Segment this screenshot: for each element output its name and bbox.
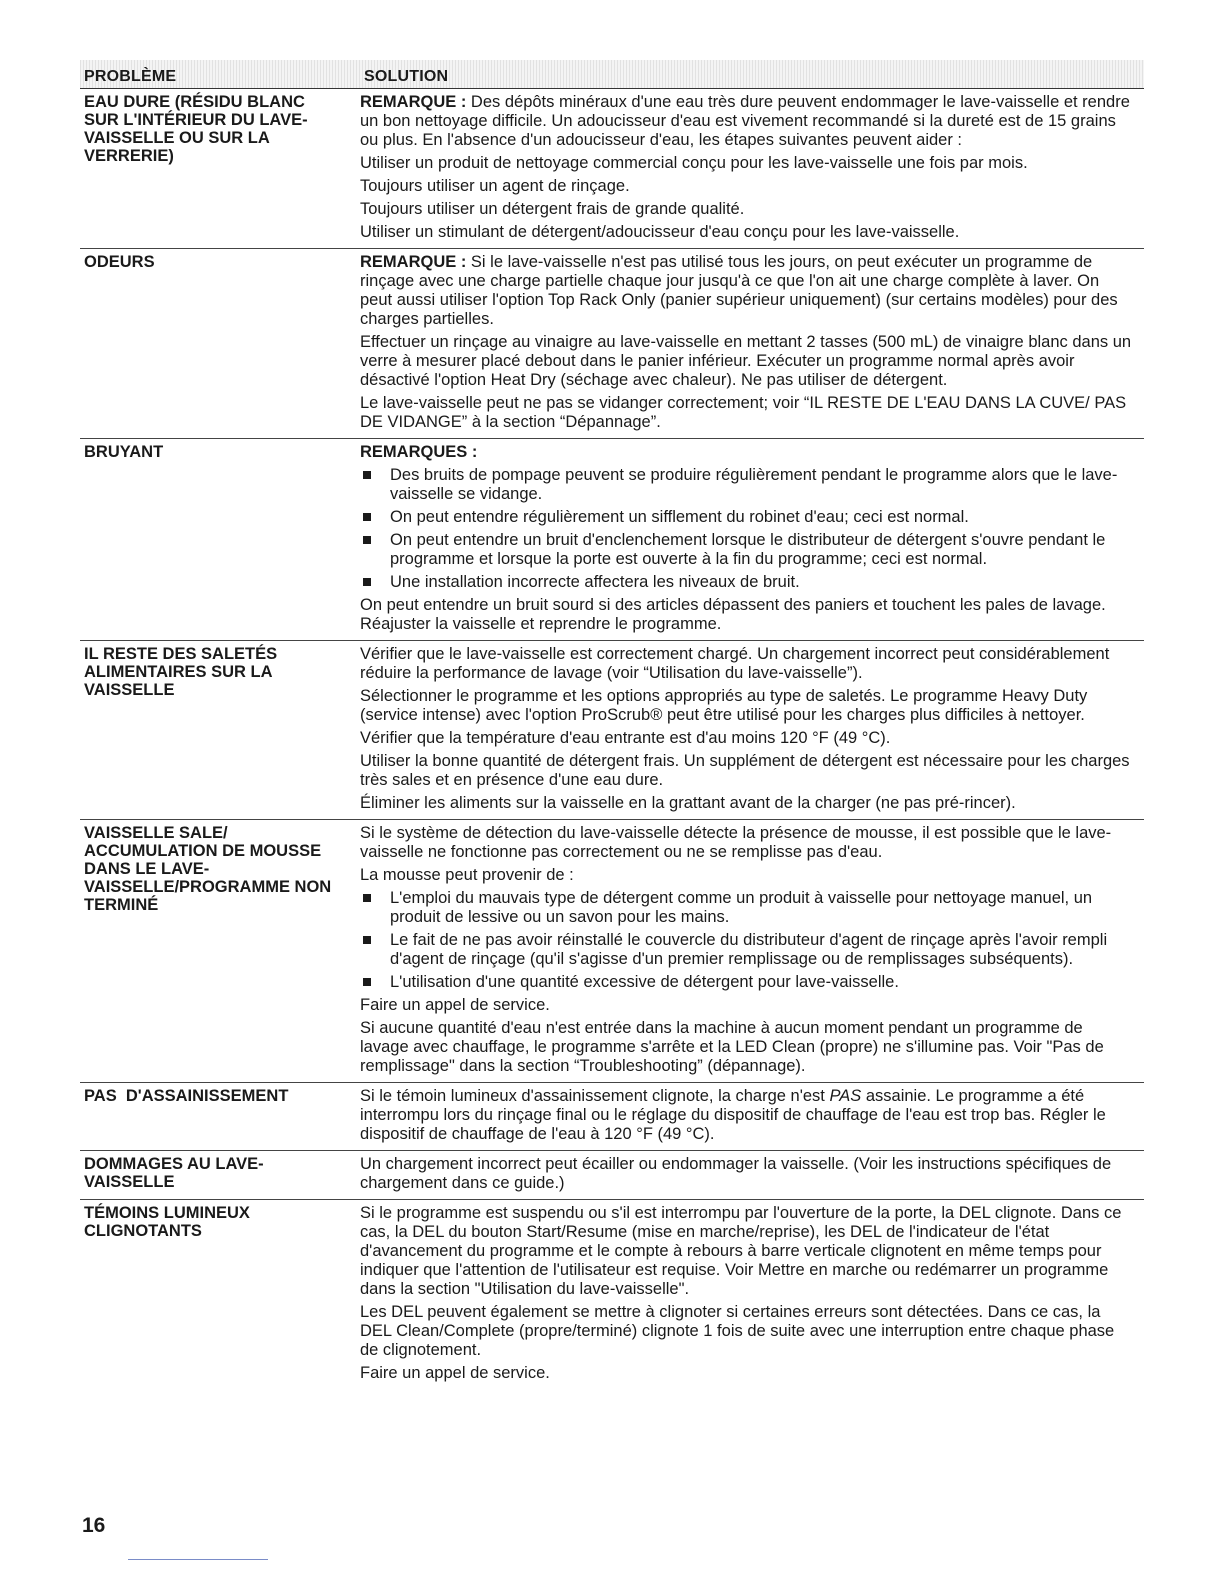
solution-line: Un chargement incorrect peut écailler ou endommager la vaisselle. (Voir les instructions spécifiques de chargement dans ce guide.) xyxy=(360,1155,1112,1192)
solution-line: Effectuer un rinçage au vinaigre au lave-vaisselle en mettant 2 tasses (500 mL) de vinaigre blanc dans un verre à mesurer placé debout dans le panier inférieur. Exécuter un programme normal après avoir désactivé l'option Heat Dry (séchage avec chaleur). Ne pas utiliser de détergent. xyxy=(360,333,1132,389)
solution-line: Toujours utiliser un agent de rinçage. xyxy=(360,177,630,195)
solution-line: La mousse peut provenir de : xyxy=(360,866,574,884)
solution-line: Si le système de détection du lave-vaisselle détecte la présence de mousse, il est possible que le lave-vaisselle ne fonctionne pas correctement ou ne se remplisse pas d'eau. xyxy=(360,824,1112,861)
solution-line: Les DEL peuvent également se mettre à clignoter si certaines erreurs sont détectées. Dans ce cas, la DEL Clean/Complete (propre/terminé) clignote 1 fois de suite avec une interruption entre chaque phase de clignotement. xyxy=(360,1303,1115,1359)
table-row xyxy=(80,1083,1144,1151)
table-header xyxy=(80,60,1144,89)
solution-line: Si aucune quantité d'eau n'est entrée dans la machine à aucun moment pendant un programme de lavage avec chauffage, le programme s'arrête et la LED Clean (propre) ne s'illumine pas. Voir "Pas de remplissage" dans la section “Troubleshooting” (dépannage). xyxy=(360,1019,1104,1075)
list-item: Des bruits de pompage peuvent se produire régulièrement pendant le programme alors que le lave-vaisselle se vidange. xyxy=(360,466,1132,504)
problem-cell: IL RESTE DES SALETÉS ALIMENTAIRES SUR LA VAISSELLE xyxy=(84,645,278,699)
solution-line: Faire un appel de service. xyxy=(360,1364,550,1382)
problem-cell: ODEURS xyxy=(84,253,155,271)
table-row xyxy=(80,439,1144,641)
solution-line: Faire un appel de service. xyxy=(360,996,550,1014)
remark-label: REMARQUES : xyxy=(360,443,478,461)
header-solution: SOLUTION xyxy=(364,68,449,85)
footer-divider xyxy=(128,1559,268,1560)
solution-cell xyxy=(360,1087,1144,1146)
page-number: 16 xyxy=(82,1514,106,1537)
solution-line: Éliminer les aliments sur la vaisselle en la grattant avant de la charger (ne pas pré-rincer). xyxy=(360,794,1016,812)
solution-line: Toujours utiliser un détergent frais de grande qualité. xyxy=(360,200,745,218)
remark xyxy=(360,443,1132,462)
solution-line: Sélectionner le programme et les options appropriés au type de saletés. Le programme Heavy Duty (service intense) avec l'option ProScrub® peut être utilisé pour les charges plus difficiles à nettoyer. xyxy=(360,687,1088,724)
remark xyxy=(360,93,1132,150)
list-item: On peut entendre régulièrement un sifflement du robinet d'eau; ceci est normal. xyxy=(360,508,1132,527)
list-item: Une installation incorrecte affectera les niveaux de bruit. xyxy=(360,573,1132,592)
solution-cell xyxy=(360,645,1144,815)
solution-cell xyxy=(360,824,1144,1078)
solution-line: On peut entendre un bruit sourd si des articles dépassent des paniers et touchent les pales de lavage. Réajuster la vaisselle et reprendre le programme. xyxy=(360,596,1106,633)
solution-line: Utiliser un produit de nettoyage commercial conçu pour les lave-vaisselle une fois par mois. xyxy=(360,154,1028,172)
solution-cell xyxy=(360,253,1144,434)
text-part: assainie. Le programme a été interrompu lors du rinçage final ou le réglage du dispositif de chauffage de l'eau est trop bas. Régler le dispositif de chauffage de l'eau à 120 °F (49 °C). xyxy=(360,1087,1106,1143)
table-row xyxy=(80,820,1144,1083)
solution-line: Vérifier que la température d'eau entrante est d'au moins 120 °F (49 °C). xyxy=(360,729,891,747)
list-item: On peut entendre un bruit d'enclenchement lorsque le distributeur de détergent s'ouvre pendant le programme et lorsque la porte est ouverte à la fin du programme; ceci est normal. xyxy=(360,531,1132,569)
problem-cell: VAISSELLE SALE/ ACCUMULATION DE MOUSSE DANS LE LAVE-VAISSELLE/PROGRAMME NON TERMINÉ xyxy=(84,824,332,914)
header-problem: PROBLÈME xyxy=(84,68,177,85)
solution-line: Utiliser un stimulant de détergent/adoucisseur d'eau conçu pour les lave-vaisselle. xyxy=(360,223,960,241)
solution-cell xyxy=(360,1155,1144,1195)
table-row xyxy=(80,641,1144,820)
solution-cell xyxy=(360,93,1144,244)
solution-line: Si le programme est suspendu ou s'il est interrompu par l'ouverture de la porte, la DEL clignote. Dans ce cas, la DEL du bouton Start/Resume (mise en marche/reprise), les DEL de l'indicateur de l'état d'avancement du programme et le compte à rebours à barre verticale clignotent en même temps pour indiquer que l'attention de l'utilisateur est requise. Voir Mettre en marche ou redémarrer un programme dans la section "Utilisation du lave-vaisselle". xyxy=(360,1204,1122,1298)
remark xyxy=(360,253,1132,329)
list-item: L'emploi du mauvais type de détergent comme un produit à vaisselle pour nettoyage manuel, un produit de lessive ou un savon pour les mains. xyxy=(360,889,1132,927)
bullet-list xyxy=(360,466,1132,592)
table-row xyxy=(80,89,1144,249)
problem-cell: EAU DURE (RÉSIDU BLANC SUR L'INTÉRIEUR DU LAVE-VAISSELLE OU SUR LA VERRERIE) xyxy=(84,93,308,165)
remark-text: Des dépôts minéraux d'une eau très dure peuvent endommager le lave-vaisselle et rendre un bon nettoyage difficile. Un adoucisseur d'eau est vivement recommandé si la dureté est de 15 grains ou plus. En l'absence d'un adoucisseur d'eau, les étapes suivantes peuvent aider : xyxy=(360,93,1130,149)
emphasis: PAS xyxy=(829,1087,862,1105)
solution-line xyxy=(360,1087,1132,1144)
solution-line: Vérifier que le lave-vaisselle est correctement chargé. Un chargement incorrect peut considérablement réduire la performance de lavage (voir “Utilisation du lave-vaisselle”). xyxy=(360,645,1110,682)
table-row xyxy=(80,1151,1144,1200)
solution-cell xyxy=(360,443,1144,636)
problem-cell: TÉMOINS LUMINEUX CLIGNOTANTS xyxy=(84,1204,250,1240)
solution-line: Le lave-vaisselle peut ne pas se vidanger correctement; voir “IL RESTE DE L'EAU DANS LA CUVE/ PAS DE VIDANGE” à la section “Dépannage”. xyxy=(360,394,1127,431)
problem-cell: DOMMAGES AU LAVE-VAISSELLE xyxy=(84,1155,264,1191)
remark-label: REMARQUE : xyxy=(360,93,467,111)
problem-cell: PAS D'ASSAINISSEMENT xyxy=(84,1087,289,1105)
problem-cell: BRUYANT xyxy=(84,443,164,461)
remark-text: Si le lave-vaisselle n'est pas utilisé tous les jours, on peut exécuter un programme de rinçage avec une charge partielle chaque jour jusqu'à ce que l'on ait une charge complète à laver. On peut aussi utiliser l'option Top Rack Only (panier supérieur uniquement) (sur certains modèles) pour des charges partielles. xyxy=(360,253,1118,328)
text-part: Si le témoin lumineux d'assainissement clignote, la charge n'est xyxy=(360,1087,830,1105)
list-item: Le fait de ne pas avoir réinstallé le couvercle du distributeur d'agent de rinçage après l'avoir rempli d'agent de rinçage (qu'il s'agisse d'un premier remplissage ou de remplissages subséquents). xyxy=(360,931,1132,969)
solution-line: Utiliser la bonne quantité de détergent frais. Un supplément de détergent est nécessaire pour les charges très sales et en présence d'une eau dure. xyxy=(360,752,1130,789)
remark-label: REMARQUE : xyxy=(360,253,467,271)
table-row xyxy=(80,249,1144,439)
list-item: L'utilisation d'une quantité excessive de détergent pour lave-vaisselle. xyxy=(360,973,1132,992)
bullet-list xyxy=(360,889,1132,992)
solution-cell xyxy=(360,1204,1144,1385)
troubleshooting-table xyxy=(80,60,1144,1389)
table-row xyxy=(80,1200,1144,1389)
